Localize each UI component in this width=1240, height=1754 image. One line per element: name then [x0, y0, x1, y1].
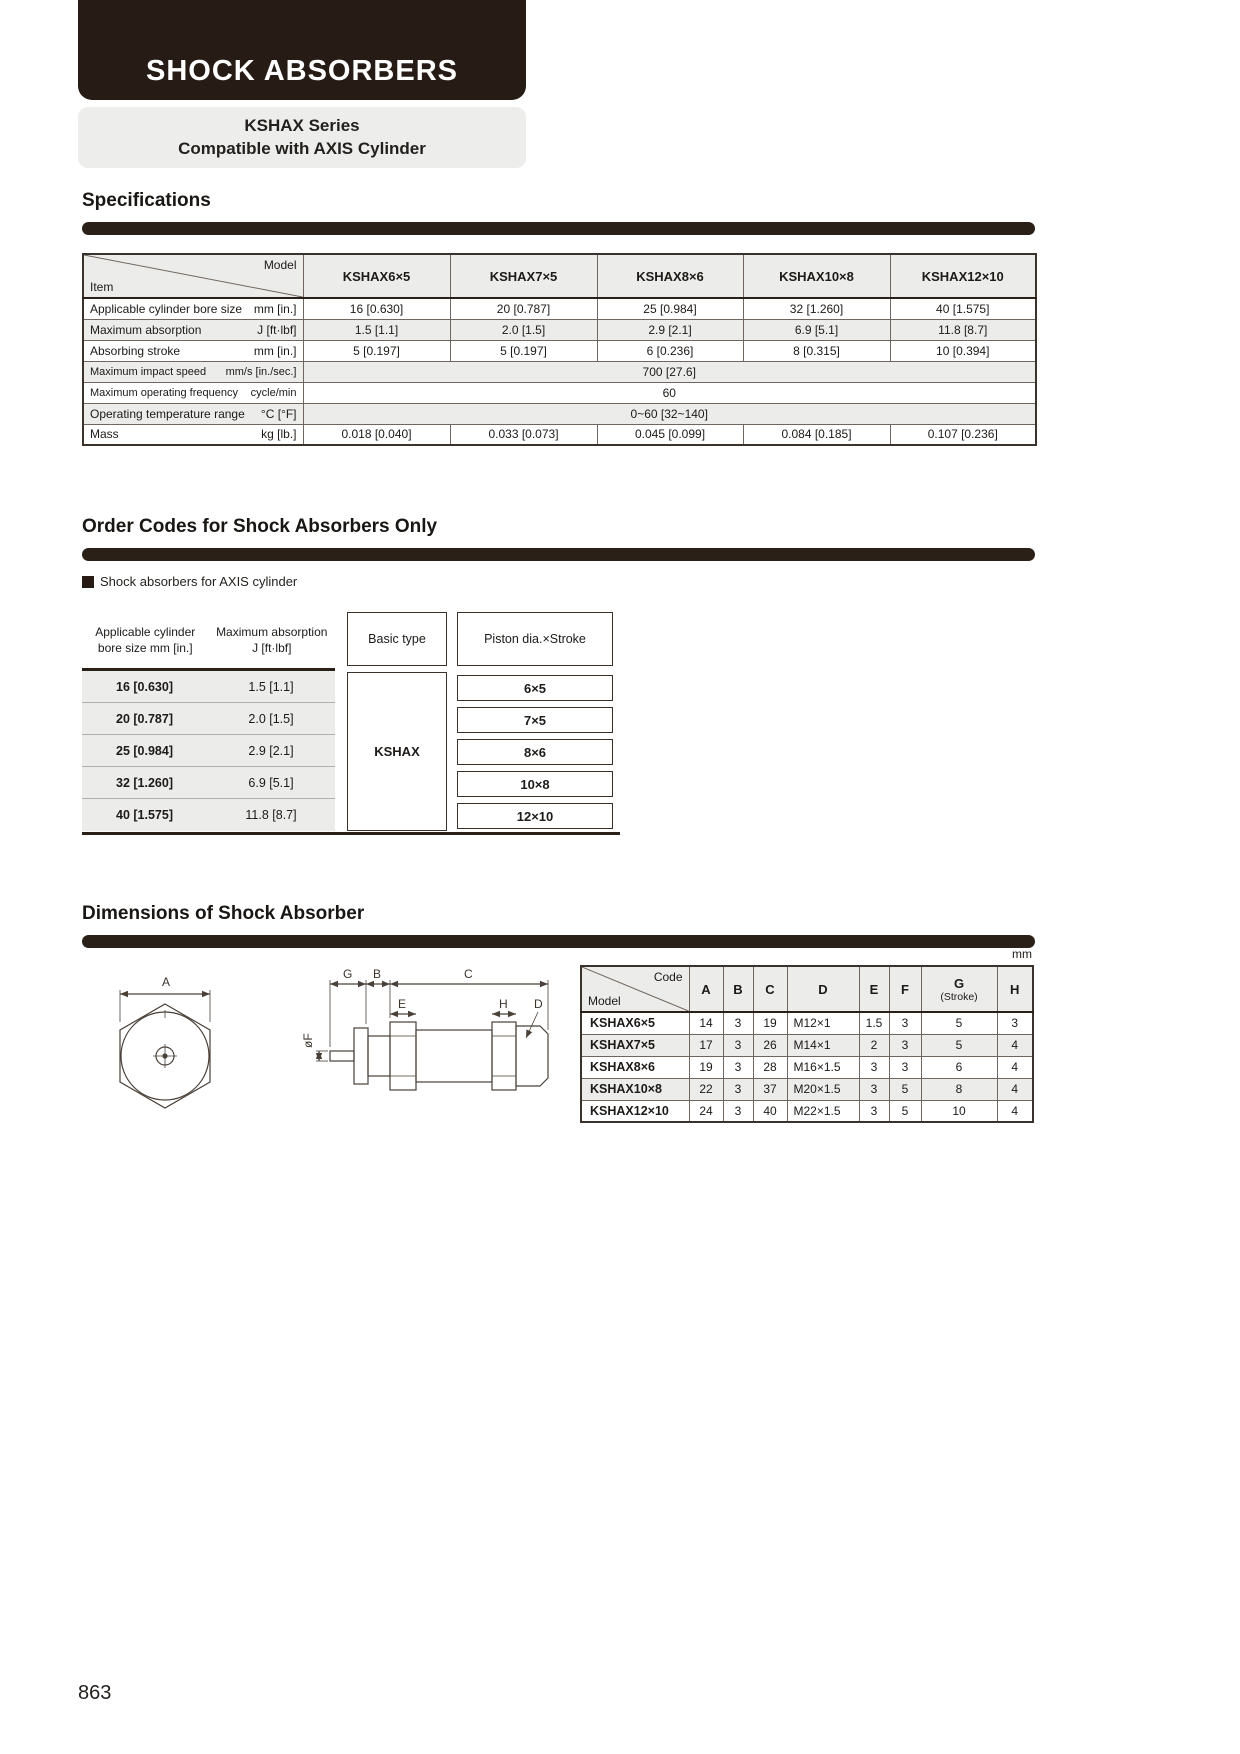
- table-row: [83, 319, 1036, 340]
- hex-nut-1: [390, 1022, 416, 1090]
- piston-code-box: 8×6: [457, 739, 613, 765]
- dim-label-d: D: [534, 997, 543, 1011]
- dim-value: 5: [921, 1012, 997, 1034]
- spec-value: 16 [0.630]: [303, 298, 450, 319]
- absorption-value: 6.9 [5.1]: [248, 775, 294, 790]
- table-bottom-rule: [82, 832, 620, 835]
- table-row: [581, 1012, 1033, 1034]
- section-heading-specifications: Specifications: [82, 190, 211, 211]
- spec-value: 5 [0.197]: [303, 340, 450, 361]
- spec-item-unit: kg [lb.]: [261, 427, 297, 442]
- corner-label-model: Model: [263, 258, 297, 272]
- series-name: KSHAX Series: [244, 115, 360, 135]
- shock-absorber-drawing: [90, 952, 570, 1142]
- model-cell: KSHAX8×6: [581, 1056, 689, 1078]
- table-row: [83, 298, 1036, 319]
- table-row: [83, 403, 1036, 424]
- dim-value: 6: [921, 1056, 997, 1078]
- spec-value: 25 [0.984]: [597, 298, 743, 319]
- table-row: [82, 799, 335, 831]
- piston-rod: [330, 1051, 354, 1061]
- unit-note: mm: [1012, 947, 1032, 961]
- dim-value: 24: [689, 1100, 723, 1122]
- dim-value: 37: [753, 1078, 787, 1100]
- spec-value-span: 0~60 [32~140]: [303, 403, 1036, 424]
- spec-item-unit: cycle/min: [250, 386, 297, 399]
- corner-label-item: Item: [90, 280, 114, 294]
- spec-item-label: Applicable cylinder bore size: [90, 301, 243, 316]
- spec-value: 8 [0.315]: [743, 340, 890, 361]
- piston-code-box: 10×8: [457, 771, 613, 797]
- dim-value: 19: [689, 1056, 723, 1078]
- column-header-model: KSHAX12×10: [890, 254, 1036, 298]
- bore-value: 20 [0.787]: [116, 711, 173, 726]
- dim-value: 4: [997, 1100, 1033, 1122]
- dim-value: M16×1.5: [787, 1056, 859, 1078]
- spec-item-label: Maximum impact speed: [90, 365, 207, 378]
- model-cell: KSHAX10×8: [581, 1078, 689, 1100]
- model-cell: KSHAX7×5: [581, 1034, 689, 1056]
- spec-item-unit: mm/s [in./sec.]: [225, 365, 297, 378]
- spec-value: 0.018 [0.040]: [303, 424, 450, 445]
- section-heading-order-codes: Order Codes for Shock Absorbers Only: [82, 516, 438, 537]
- dim-label-c: C: [464, 967, 473, 981]
- column-header-absorption: Maximum absorption J [ft·lbf]: [216, 624, 328, 655]
- dim-value: 17: [689, 1034, 723, 1056]
- dim-value: 40: [753, 1100, 787, 1122]
- dim-value: 3: [723, 1056, 753, 1078]
- order-code-table-left: [82, 612, 335, 831]
- column-header-model: KSHAX6×5: [303, 254, 450, 298]
- dim-value: 3: [859, 1056, 889, 1078]
- piston-code-box: 6×5: [457, 675, 613, 701]
- piston-header-box: Piston dia.×Stroke: [457, 612, 613, 666]
- dim-value: M20×1.5: [787, 1078, 859, 1100]
- column-header: E: [859, 966, 889, 1012]
- table-row: [581, 1100, 1033, 1122]
- spec-value: 0.084 [0.185]: [743, 424, 890, 445]
- piston-code-box: 12×10: [457, 803, 613, 829]
- spec-item-unit: °C [°F]: [260, 406, 297, 421]
- table-row: [82, 767, 335, 799]
- absorption-value: 11.8 [8.7]: [245, 808, 297, 822]
- spec-item-label: Absorbing stroke: [90, 343, 181, 358]
- column-header: H: [997, 966, 1033, 1012]
- dim-value: 3: [889, 1034, 921, 1056]
- dim-value: 3: [723, 1078, 753, 1100]
- spec-value: 20 [0.787]: [450, 298, 597, 319]
- spec-value-span: 700 [27.6]: [303, 361, 1036, 382]
- section-rule: [82, 548, 1035, 561]
- order-note-text: Shock absorbers for AXIS cylinder: [100, 574, 298, 589]
- spec-value: 5 [0.197]: [450, 340, 597, 361]
- spec-value: 6.9 [5.1]: [743, 319, 890, 340]
- spec-item-unit: mm [in.]: [253, 301, 297, 316]
- spec-value: 0.033 [0.073]: [450, 424, 597, 445]
- dim-label-f: øF: [301, 1033, 315, 1048]
- model-cell: KSHAX12×10: [581, 1100, 689, 1122]
- dim-label-h: H: [499, 997, 508, 1011]
- dim-label-a: A: [162, 975, 171, 989]
- basic-type-value-box: KSHAX: [347, 672, 447, 831]
- column-header-model: KSHAX8×6: [597, 254, 743, 298]
- dim-value: 5: [889, 1078, 921, 1100]
- absorption-value: 2.0 [1.5]: [248, 711, 294, 726]
- series-compatibility: Compatible with AXIS Cylinder: [178, 138, 426, 158]
- section-rule: [82, 222, 1035, 235]
- column-header: C: [753, 966, 787, 1012]
- hex-nut-2: [492, 1022, 516, 1090]
- dim-value: M12×1: [787, 1012, 859, 1034]
- table-row: [82, 703, 335, 735]
- dim-value: 28: [753, 1056, 787, 1078]
- specifications-table: [82, 253, 1037, 446]
- bore-value: 40 [1.575]: [116, 808, 173, 822]
- dim-value: 3: [723, 1100, 753, 1122]
- column-header-model: KSHAX10×8: [743, 254, 890, 298]
- dim-value: 14: [689, 1012, 723, 1034]
- spec-value-span: 60: [303, 382, 1036, 403]
- spec-value: 10 [0.394]: [890, 340, 1036, 361]
- dimensions-table: [580, 965, 1034, 1123]
- page-number: 863: [78, 1682, 112, 1704]
- spec-value: 32 [1.260]: [743, 298, 890, 319]
- table-row: [82, 735, 335, 767]
- spec-value: 2.0 [1.5]: [450, 319, 597, 340]
- model-cell: KSHAX6×5: [581, 1012, 689, 1034]
- bullet-square-icon: [82, 576, 94, 588]
- spec-value: 0.107 [0.236]: [890, 424, 1036, 445]
- page-title: SHOCK ABSORBERS: [145, 55, 458, 87]
- spec-value: 1.5 [1.1]: [303, 319, 450, 340]
- dim-value: 26: [753, 1034, 787, 1056]
- order-code-headers: [82, 612, 335, 668]
- absorption-value: 2.9 [2.1]: [248, 743, 294, 758]
- rod-collar: [354, 1028, 368, 1084]
- corner-cell: [83, 254, 303, 298]
- spec-value: 40 [1.575]: [890, 298, 1036, 319]
- table-row: [83, 382, 1036, 403]
- column-header-model: KSHAX7×5: [450, 254, 597, 298]
- dim-value: 4: [997, 1034, 1033, 1056]
- corner-label-model: Model: [588, 994, 621, 1008]
- table-row: [83, 340, 1036, 361]
- column-header: A: [689, 966, 723, 1012]
- spec-value: 6 [0.236]: [597, 340, 743, 361]
- dim-value: 3: [997, 1012, 1033, 1034]
- dim-value: 3: [859, 1100, 889, 1122]
- table-row: [83, 424, 1036, 445]
- basic-type-header-box: Basic type: [347, 612, 447, 666]
- absorption-value: 1.5 [1.1]: [248, 679, 294, 694]
- dim-value: 22: [689, 1078, 723, 1100]
- spec-value: 11.8 [8.7]: [890, 319, 1036, 340]
- table-header-row: [83, 254, 1036, 298]
- body-neck: [368, 1036, 390, 1076]
- dim-value: 3: [723, 1012, 753, 1034]
- dim-value: 2: [859, 1034, 889, 1056]
- page-title-banner: [78, 0, 526, 100]
- dim-value: M14×1: [787, 1034, 859, 1056]
- table-row: [581, 1078, 1033, 1100]
- dim-value: M22×1.5: [787, 1100, 859, 1122]
- bore-value: 32 [1.260]: [116, 775, 173, 790]
- dim-value: 3: [889, 1056, 921, 1078]
- order-note: [82, 574, 297, 589]
- spec-item-label: Maximum absorption: [90, 322, 202, 337]
- series-subtitle-panel: [78, 107, 526, 168]
- dim-label-b: B: [373, 967, 382, 981]
- dim-label-e: E: [398, 997, 407, 1011]
- table-row: [82, 671, 335, 703]
- column-header: F: [889, 966, 921, 1012]
- dim-value: 5: [921, 1034, 997, 1056]
- spec-value: 2.9 [2.1]: [597, 319, 743, 340]
- spec-item-unit: mm [in.]: [253, 343, 297, 358]
- corner-cell: [581, 966, 689, 1012]
- section-heading-dimensions: Dimensions of Shock Absorber: [82, 903, 365, 924]
- table-row: [83, 361, 1036, 382]
- spec-item-label: Maximum operating frequency: [90, 386, 238, 399]
- column-header-bore: Applicable cylinder bore size mm [in.]: [95, 624, 196, 655]
- column-header: D: [787, 966, 859, 1012]
- column-header-g: G (Stroke): [921, 966, 997, 1012]
- column-header: B: [723, 966, 753, 1012]
- spec-item-label: Operating temperature range: [90, 406, 245, 421]
- threaded-body: [416, 1030, 492, 1082]
- dim-value: 4: [997, 1078, 1033, 1100]
- dim-label-g: G: [343, 967, 353, 981]
- end-cap: [516, 1026, 548, 1086]
- spec-item-label: Mass: [90, 427, 119, 442]
- dim-value: 1.5: [859, 1012, 889, 1034]
- piston-code-box: 7×5: [457, 707, 613, 733]
- spec-item-unit: J [ft·lbf]: [257, 322, 297, 337]
- bore-value: 25 [0.984]: [116, 743, 173, 758]
- table-row: [581, 1056, 1033, 1078]
- dim-value: 10: [921, 1100, 997, 1122]
- spec-value: 0.045 [0.099]: [597, 424, 743, 445]
- dim-value: 5: [889, 1100, 921, 1122]
- dim-value: 3: [889, 1012, 921, 1034]
- dim-value: 4: [997, 1056, 1033, 1078]
- table-row: [581, 1034, 1033, 1056]
- table-header-row: [581, 966, 1033, 1012]
- dim-value: 19: [753, 1012, 787, 1034]
- dim-value: 3: [859, 1078, 889, 1100]
- bore-value: 16 [0.630]: [116, 679, 173, 694]
- dim-value: 8: [921, 1078, 997, 1100]
- dim-value: 3: [723, 1034, 753, 1056]
- corner-label-code: Code: [653, 970, 683, 984]
